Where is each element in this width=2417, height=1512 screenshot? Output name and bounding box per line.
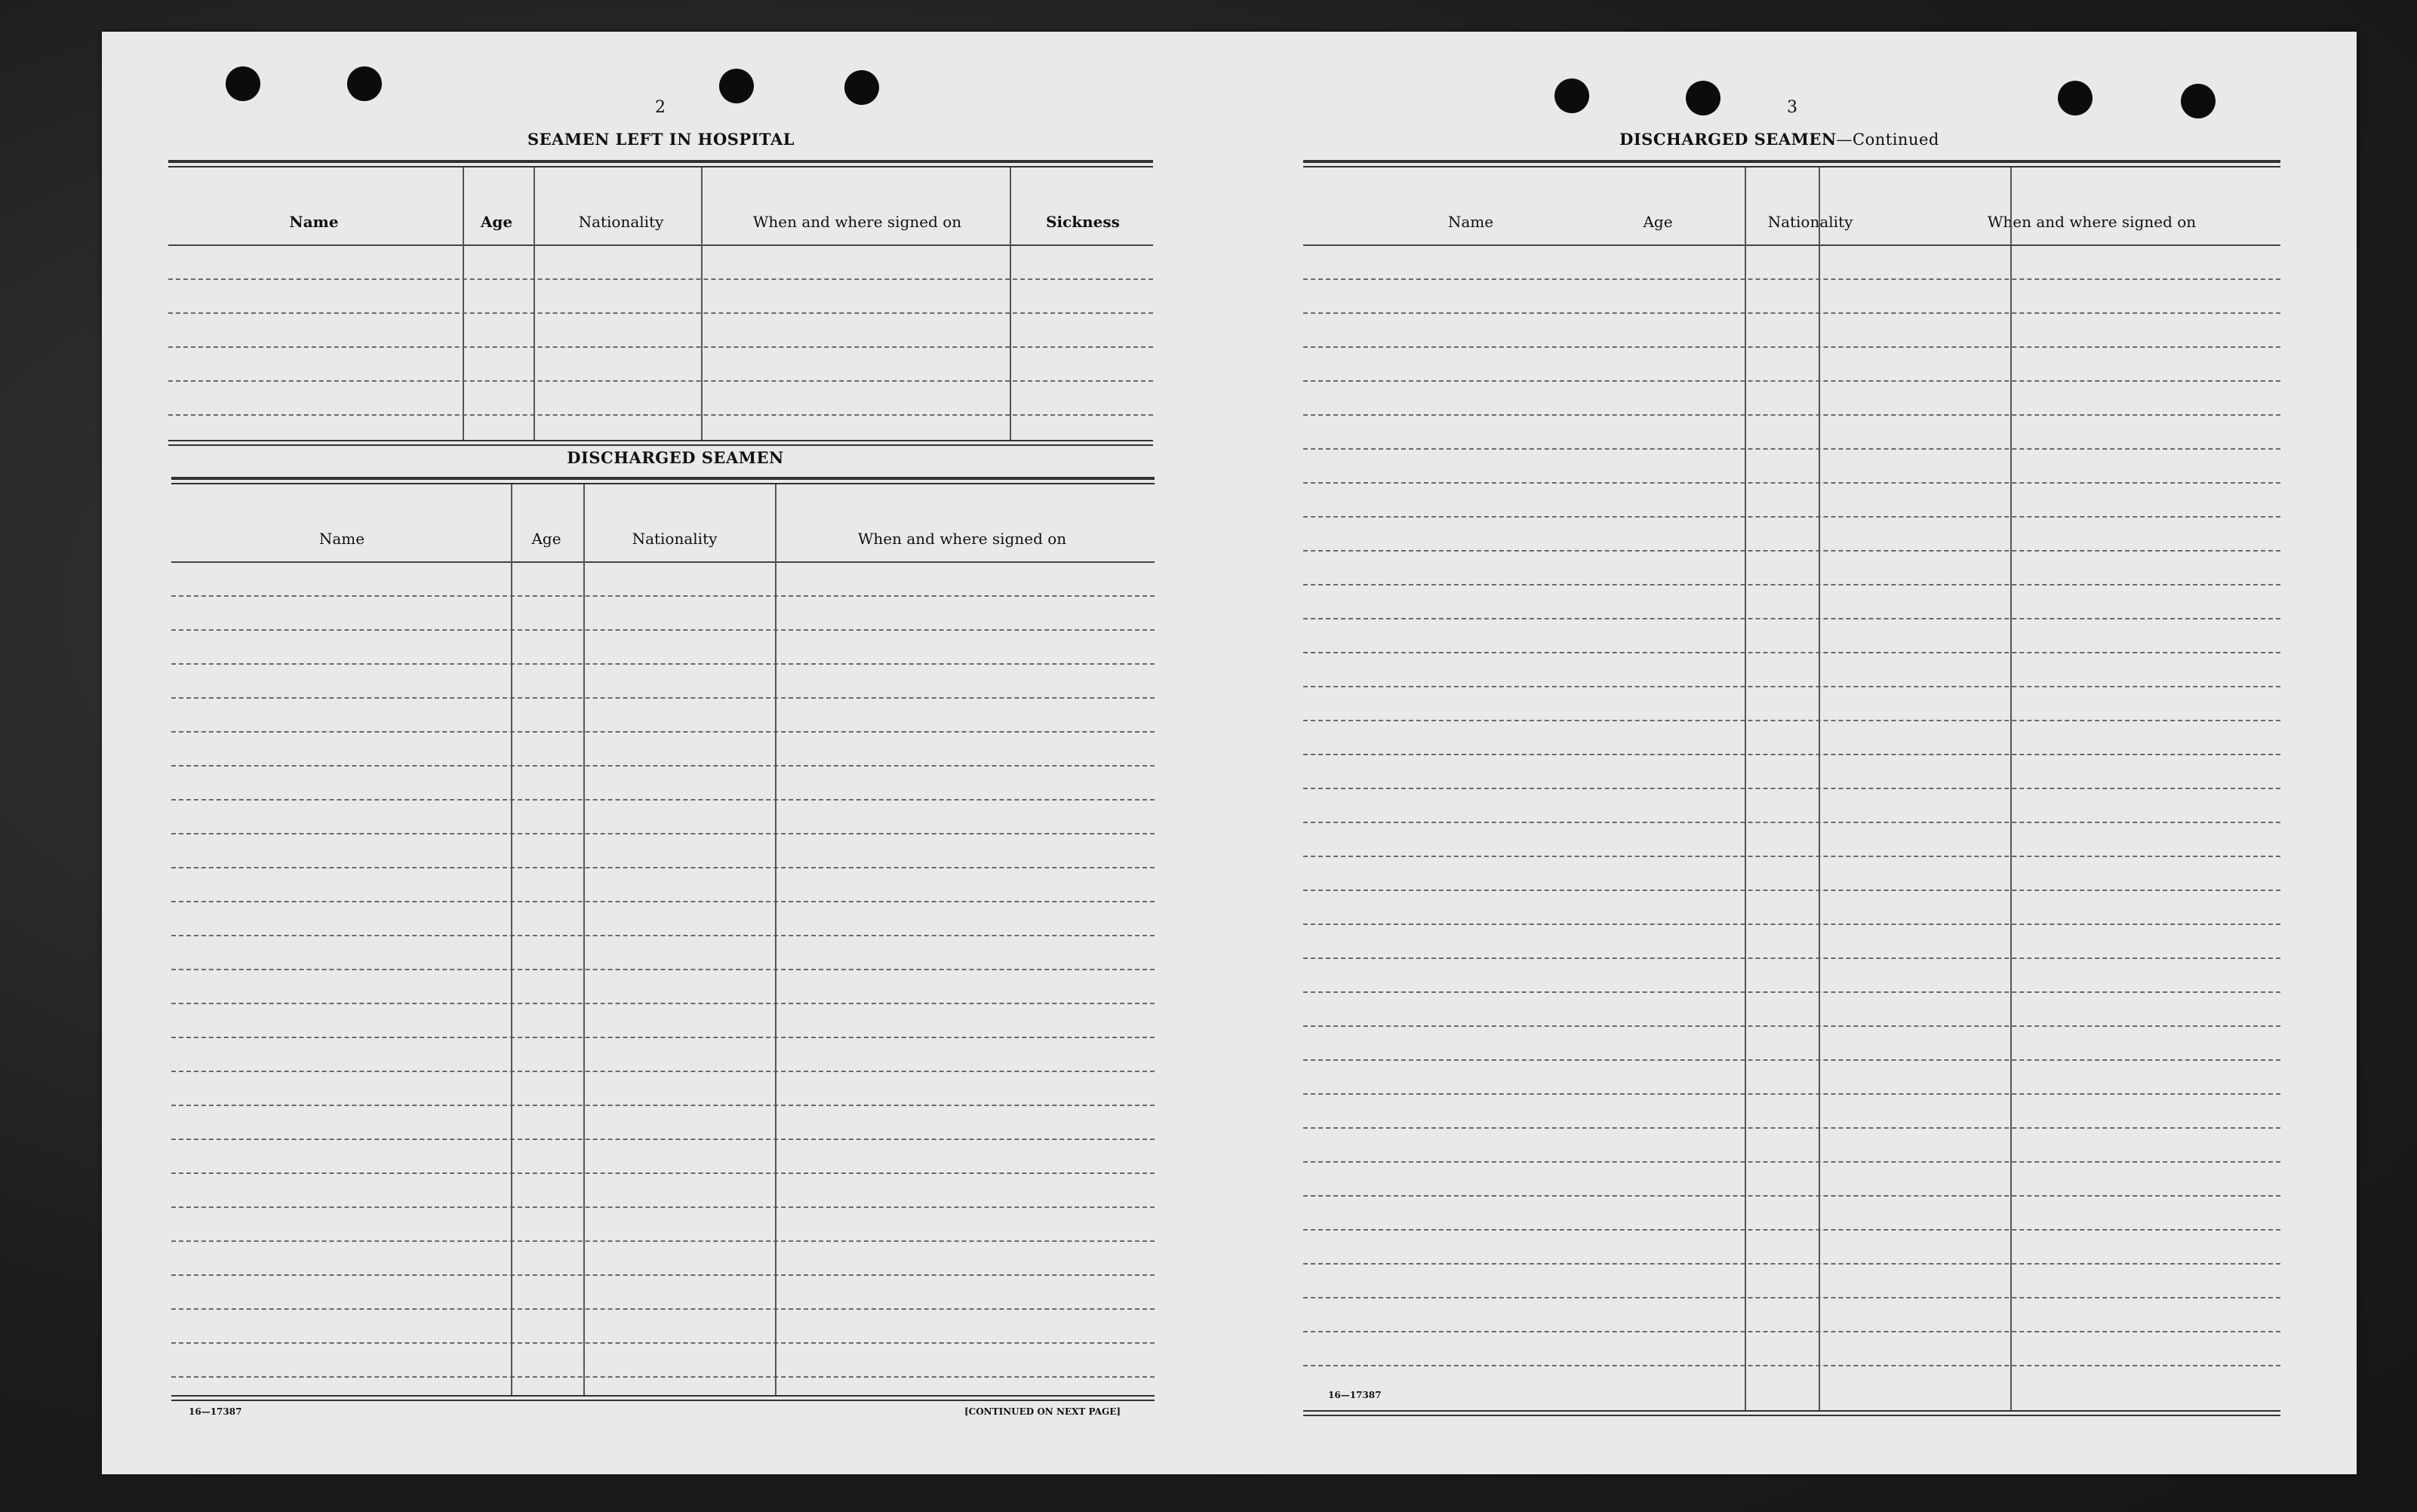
entry-line bbox=[168, 312, 1153, 314]
entry-line bbox=[171, 1071, 1155, 1072]
punch-hole bbox=[347, 66, 382, 101]
page-number-left: 2 bbox=[655, 98, 666, 117]
punch-hole bbox=[2181, 84, 2216, 118]
entry-line bbox=[171, 731, 1155, 733]
entry-line bbox=[171, 833, 1155, 834]
entry-line bbox=[168, 380, 1153, 382]
entry-line bbox=[168, 278, 1153, 280]
table-bottom-rule bbox=[168, 440, 1153, 441]
entry-line bbox=[171, 969, 1155, 970]
entry-line bbox=[1303, 1161, 2280, 1163]
entry-line bbox=[171, 1139, 1155, 1140]
entry-line bbox=[1303, 923, 2280, 925]
table-top-rule bbox=[168, 166, 1153, 167]
hospital-table bbox=[168, 160, 1153, 462]
entry-line bbox=[1303, 822, 2280, 823]
table-bottom-rule bbox=[1303, 1415, 2280, 1416]
entry-line bbox=[171, 935, 1155, 936]
entry-line bbox=[171, 697, 1155, 699]
page-number-right: 3 bbox=[1787, 98, 1797, 117]
entry-line bbox=[1303, 516, 2280, 518]
entry-line bbox=[1303, 890, 2280, 891]
title-suffix: —Continued bbox=[1836, 131, 1939, 149]
entry-line bbox=[171, 1105, 1155, 1106]
entry-line bbox=[171, 663, 1155, 665]
entry-line bbox=[1303, 1297, 2280, 1298]
entry-line bbox=[171, 765, 1155, 767]
column-header-nationality: Nationality bbox=[1767, 213, 1853, 231]
discharged-continued-table bbox=[1303, 160, 2280, 1412]
entry-line bbox=[1303, 618, 2280, 619]
entry-line bbox=[168, 414, 1153, 416]
entry-line bbox=[1303, 652, 2280, 653]
entry-line bbox=[171, 1206, 1155, 1208]
table-top-rule bbox=[171, 483, 1155, 484]
column-header-age: Age bbox=[531, 530, 561, 548]
entry-line bbox=[1303, 346, 2280, 348]
entry-line bbox=[1303, 1093, 2280, 1095]
entry-line bbox=[171, 1037, 1155, 1038]
column-header-age: Age bbox=[1643, 213, 1673, 231]
entry-line bbox=[1303, 856, 2280, 857]
column-divider bbox=[1819, 167, 1820, 1410]
entry-line bbox=[171, 799, 1155, 801]
entry-line bbox=[1303, 1331, 2280, 1332]
column-divider bbox=[775, 484, 776, 1395]
entry-line bbox=[171, 867, 1155, 868]
header-rule bbox=[1303, 244, 2280, 246]
entry-line bbox=[1303, 1059, 2280, 1061]
column-header-name: Name bbox=[289, 213, 339, 231]
column-header-name: Name bbox=[1447, 213, 1494, 231]
discharged-continued-title bbox=[1619, 130, 1939, 149]
entry-line bbox=[1303, 278, 2280, 280]
entry-line bbox=[1303, 1127, 2280, 1129]
entry-line bbox=[1303, 312, 2280, 314]
entry-line bbox=[171, 1172, 1155, 1174]
column-divider bbox=[1010, 167, 1011, 440]
entry-line bbox=[1303, 788, 2280, 789]
column-divider bbox=[534, 167, 535, 440]
hospital-section-title: SEAMEN LEFT IN HOSPITAL bbox=[527, 130, 795, 149]
column-header-name: Name bbox=[318, 530, 365, 548]
entry-line bbox=[1303, 1263, 2280, 1265]
column-divider bbox=[583, 484, 585, 1395]
entry-line bbox=[1303, 380, 2280, 382]
entry-line bbox=[1303, 584, 2280, 585]
entry-line bbox=[171, 1274, 1155, 1276]
column-header-age: Age bbox=[480, 213, 513, 231]
table-bottom-rule bbox=[171, 1395, 1155, 1397]
column-divider bbox=[2010, 167, 2012, 1410]
column-divider bbox=[511, 484, 512, 1395]
table-top-rule bbox=[1303, 166, 2280, 167]
punch-hole bbox=[844, 70, 879, 105]
entry-line bbox=[1303, 1025, 2280, 1027]
column-divider bbox=[1745, 167, 1746, 1410]
entry-line bbox=[171, 1342, 1155, 1344]
table-bottom-rule bbox=[168, 444, 1153, 446]
column-header-sickness: Sickness bbox=[1046, 213, 1120, 231]
entry-line bbox=[1303, 482, 2280, 484]
entry-line bbox=[1303, 414, 2280, 416]
punch-hole bbox=[719, 69, 754, 103]
entry-line bbox=[171, 1308, 1155, 1310]
entry-line bbox=[1303, 991, 2280, 993]
discharged-section-title: DISCHARGED SEAMEN bbox=[567, 448, 784, 467]
entry-line bbox=[1303, 448, 2280, 450]
entry-line bbox=[1303, 1195, 2280, 1197]
column-header-signed-on: When and where signed on bbox=[857, 530, 1067, 548]
table-bottom-rule bbox=[1303, 1410, 2280, 1412]
entry-line bbox=[1303, 1229, 2280, 1231]
column-header-signed-on: When and where signed on bbox=[752, 213, 962, 231]
entry-line bbox=[1303, 754, 2280, 755]
entry-line bbox=[171, 629, 1155, 631]
table-top-rule bbox=[168, 160, 1153, 163]
column-divider bbox=[463, 167, 464, 440]
table-bottom-rule bbox=[171, 1400, 1155, 1401]
column-header-nationality: Nationality bbox=[578, 213, 664, 231]
form-number-right: 16—17387 bbox=[1328, 1390, 1382, 1400]
entry-line bbox=[171, 1240, 1155, 1242]
entry-line bbox=[1303, 957, 2280, 959]
entry-line bbox=[1303, 550, 2280, 552]
header-rule bbox=[168, 244, 1153, 246]
document-sheet bbox=[102, 32, 2357, 1474]
entry-line bbox=[171, 595, 1155, 597]
entry-line bbox=[171, 1003, 1155, 1004]
punch-hole bbox=[1686, 81, 1720, 115]
table-top-rule bbox=[171, 477, 1155, 480]
entry-line bbox=[1303, 720, 2280, 721]
entry-line bbox=[171, 901, 1155, 902]
table-top-rule bbox=[1303, 160, 2280, 163]
column-header-nationality: Nationality bbox=[632, 530, 718, 548]
entry-line bbox=[168, 346, 1153, 348]
title-main: DISCHARGED SEAMEN bbox=[1619, 130, 1837, 149]
punch-hole bbox=[226, 66, 260, 101]
form-number-left: 16—17387 bbox=[189, 1406, 242, 1417]
entry-line bbox=[1303, 1365, 2280, 1366]
entry-line bbox=[1303, 686, 2280, 687]
continued-note: [CONTINUED ON NEXT PAGE] bbox=[964, 1406, 1121, 1417]
punch-hole bbox=[2058, 81, 2093, 115]
header-rule bbox=[171, 561, 1155, 563]
discharged-table bbox=[171, 477, 1155, 1435]
entry-line bbox=[171, 1376, 1155, 1378]
column-header-signed-on: When and where signed on bbox=[1987, 213, 2197, 231]
column-divider bbox=[701, 167, 703, 440]
punch-hole bbox=[1554, 78, 1589, 113]
